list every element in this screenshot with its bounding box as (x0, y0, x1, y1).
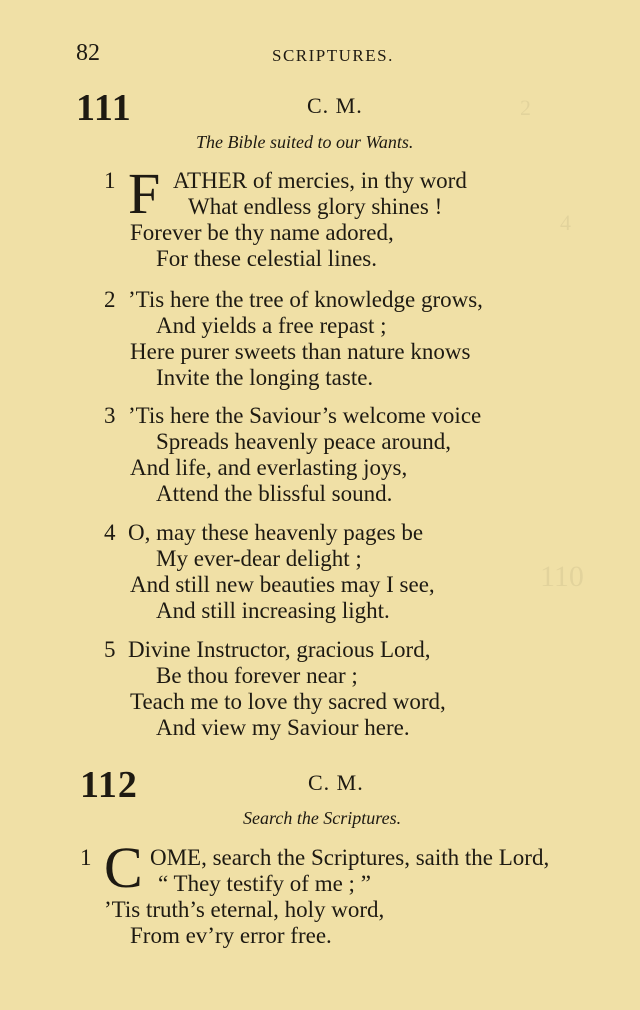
verse-line: And life, and everlasting joys, (130, 455, 408, 480)
verse-line: From ev’ry error free. (130, 923, 332, 948)
verse-number: 5 (104, 637, 116, 662)
verse-line: For these celestial lines. (156, 246, 377, 271)
verse-line: O, may these heavenly pages be (128, 520, 424, 545)
running-title: SCRIPTURES. (272, 46, 394, 65)
verse-line: What endless glory shines ! (188, 194, 443, 219)
show-through-mark: 4 (560, 210, 571, 235)
hymn-number: 112 (80, 764, 138, 806)
verse-line: ATHER of mercies, in thy word (173, 168, 467, 193)
verse-line: Teach me to love thy sacred word, (130, 689, 446, 714)
drop-cap: F (128, 161, 161, 226)
verse-line: Forever be thy name adored, (130, 220, 394, 245)
verse-line: Attend the blissful sound. (156, 481, 393, 506)
verse-number: 3 (104, 403, 116, 428)
verse-line: ’Tis truth’s eternal, holy word, (104, 897, 385, 922)
verse-line: Here purer sweets than nature knows (130, 339, 471, 364)
verse-line: ’Tis here the tree of knowledge grows, (128, 287, 483, 312)
verse-line: Be thou forever near ; (156, 663, 358, 688)
hymn-meter: C. M. (307, 93, 363, 118)
verse-line: And view my Saviour here. (156, 715, 410, 740)
hymn-number: 111 (76, 87, 132, 129)
verse-line: ’Tis here the Saviour’s welcome voice (128, 403, 482, 428)
verse-line: Divine Instructor, gracious Lord, (128, 637, 431, 662)
verse-number: 1 (80, 845, 92, 870)
show-through-mark: 2 (520, 95, 531, 120)
hymn-subtitle: The Bible suited to our Wants. (196, 132, 414, 152)
drop-cap: C (104, 835, 143, 900)
verse-line: Invite the longing taste. (156, 365, 374, 390)
verse-line: “ They testify of me ; ” (158, 871, 371, 896)
page-number: 82 (76, 40, 100, 66)
hymn-subtitle: Search the Scriptures. (243, 808, 402, 828)
verse-number: 1 (104, 168, 116, 193)
verse-line: And still increasing light. (156, 598, 390, 623)
verse-number: 2 (104, 287, 116, 312)
verse-line: My ever-dear delight ; (156, 546, 362, 571)
hymn-meter: C. M. (308, 770, 364, 795)
verse-line: And yields a free repast ; (156, 313, 387, 338)
verse-line: OME, search the Scriptures, saith the Lord, (150, 845, 550, 870)
verse-line: And still new beauties may I see, (130, 572, 435, 597)
verse-number: 4 (104, 520, 116, 545)
show-through-mark: 110 (540, 560, 584, 593)
verse-line: Spreads heavenly peace around, (156, 429, 452, 454)
